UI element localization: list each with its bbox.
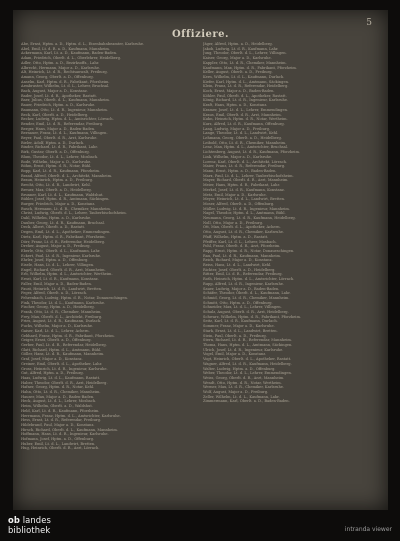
register-entry: Jung, Theodor, Oberlt. d. L., Lehrer, Villingen. [203,51,287,56]
register-entry: Abel, Emil, Lt. d. R. a. D., Kaufmann, Mannheim. [21,46,110,51]
register-entry: Dietz, Karl, Hptm. d. R., Fabrikant, Pforzheim. [21,234,106,239]
register-entry: Schneider, Max, Lt. d. L., Lehrer, Villingen. [203,305,282,310]
register-entry: Beyer, Paul, Oberlt. d. R., Arzt, Karlsruhe. [21,136,98,141]
register-entry: Kaiser, Georg, Major a. D., Karlsruhe. [203,56,272,61]
register-entry: Stern, Richard, Lt. d. R., Referendar, Mannheim. [203,338,292,343]
library-logo[interactable] [8,516,88,538]
register-entry: Brand, Alfred, Oberlt. d. L., Architekt, Mannheim. [21,173,113,178]
register-entry: Herrmann, Franz, Hptm. d. L., Amtsrichter, Karlsruhe. [21,413,121,418]
register-entry: Otto, August, Lt. d. R., Chemiker, Karlsruhe. [203,230,285,235]
register-entry: Schmid, Georg, Lt. d. R., Chemiker, Mannheim. [203,295,290,300]
register-entry: Adam, Friedrich, Oberlt. d. L., Oberlehrer, Heidelberg. [21,56,122,61]
register-entry: Wendt, Otto, Hptm. d. R., Notar, Wertheim. [203,380,282,385]
register-entry: Mann, Ernst, Hptm. a. D., Baden-Baden. [203,168,277,173]
register-entry: Held, Karl, Lt. d. R., Kaufmann, Pforzheim. [21,408,100,413]
section-heading: Offiziere. [171,29,230,40]
logo-word-1: landes [22,515,51,525]
register-entry: Degen, Emil, Lt. d. L., Apotheker, Emmendingen. [21,230,111,235]
register-entry: Geiger, Ernst, Oberlt. a. D., Offenburg. [21,338,92,343]
register-entry: Abe, Ernst, Hptm. a. D., Hptm. d. L., Eisenbahnbeamter, Karlsruhe. [21,42,145,46]
register-entry: Fuchs, Wilhelm, Major a. D., Karlsruhe. [21,324,94,329]
register-entry: Birk, Gustav, Oberlt. a. D., Offenburg. [21,150,90,155]
register-entry: Metz, Emil, Major a. D., Karlsruhe. [203,192,267,197]
register-entry: Weber, Theodor, Lt. d. L., Lehrer, Emmendingen. [203,371,292,376]
register-entry: Greiner, Emil, Oberlt. d. L., Apotheker, Lahr. [21,361,103,366]
register-entry: Dreher, August, Major a. D., Freiburg. [21,244,91,249]
register-entry: Heim, Wilhelm, Oberlt. a. D., Waldshut. [21,404,93,409]
register-entry: Bach, August, Major a. D., Konstanz. [21,89,88,94]
register-entry: Schäfer, Theodor, Oberlt. d. L., Kaufmann, Lahr. [203,291,291,296]
register-entry: Kraft, Hans, Hptm. a. D., Konstanz. [203,103,268,108]
register-entry: Busch, Hermann, Lt. d. R., Chemiker, Mannheim. [21,206,111,211]
register-entry: Eckert, Paul, Lt. d. R., Ingenieur, Karlsruhe. [21,253,102,258]
register-entry: Armbruster, Wilhelm, Lt. d. L., Lehrer, Bruchsal. [21,84,110,89]
register-entry: Alt, Heinrich, Lt. d. R., Rechtsanwalt, Freiburg. [21,70,108,75]
register-entry: Braun, Heinrich, Hptm. a. D., Freiburg. [21,178,94,183]
register-entry: Pfaff, Wilhelm, Hptm. a. D., Rastatt. [203,234,269,239]
register-entry: Kern, Wilhelm, Lt. d. L., Kaufmann, Durlach. [203,74,285,79]
register-entry: Christ, Ludwig, Oberlt. d. L., Lehrer, Tauberbischofsheim. [21,211,127,216]
register-entry: Link, Wilhelm, Major a. D., Karlsruhe. [203,154,273,159]
register-entry: Dörr, Franz, Lt. d. R., Referendar, Heidelberg. [21,239,106,244]
register-entry: Breuer, Max, Oberlt. a. D., Heidelberg. [21,187,92,192]
register-entry: Noll, Otto, Major a. D., Freiburg. [203,220,264,225]
register-entry: Burger, Friedrich, Major a. D., Konstanz. [21,201,96,206]
register-entry: Keller, August, Oberlt. a. D., Freiburg. [203,70,273,75]
register-entry: Zimmermann, Karl, Oberlt. a. D., Baden-Baden. [203,399,290,404]
register-entry: Heck, August, Lt. d. L., Lehrer, Mosbach. [21,399,97,404]
register-entry: Lange, Theodor, Lt. d. L., Landwirt, Kehl. [203,131,279,136]
register-entry: Merkel, Josef, Lt. d. R., Kaufmann, Konstanz. [203,187,285,192]
register-entry: Lehmann, Georg, Oberlt. a. D., Heidelberg. [203,136,282,141]
register-entry: Mayer, Richard, Oberlt. d. R., Arzt, Mannheim. [203,178,289,183]
register-entry: Meyer, Heinrich, Lt. d. L., Landwirt, Bretten. [203,197,286,202]
register-entry: Beck, Karl, Oberlt. a. D., Heidelberg. [21,112,89,117]
register-entry: Ackermann, Karl, Lt. a. D., Kaufmann, Baden-Baden. [21,51,118,56]
logo-word-2: bibliothek [8,524,51,535]
register-entry: Hafner, Georg, Hptm. d. R., Notar, Kehl. [21,385,95,390]
register-entry: Sommer, Franz, Major a. D., Karlsruhe. [203,324,275,329]
register-entry: Vogt, Heinrich, Oberlt. d. L., Apotheker, Rastatt. [203,357,292,362]
register-entry: Deck, Albert, Oberlt. a. D., Rastatt. [21,225,86,230]
register-entry: Kaufmann, Max, Hptm. d. R., Fabrikant, Pforzheim. [203,65,297,70]
register-entry: Gaiser, Karl, Lt. d. L., Lehrer, Achern. [21,328,90,333]
register-entry: Bender, Emil, Lt. d. R., Referendar, Freiburg. [21,121,104,126]
register-entry: Wagner, Alfred, Lt. d. R., Kaufmann, Heidelberg. [203,361,292,366]
register-entry: Fries, August, Lt. d. R., Kaufmann, Durlach. [21,319,102,324]
register-entry: Bühler, Josef, Hptm. d. R., Amtmann, Säckingen. [21,197,110,202]
register-entry: Ulrich, Josef, Lt. d. R., Ingenieur, Karlsruhe. [203,347,284,352]
register-entry: Koch, Ernst, Major a. D., Baden-Baden. [203,89,275,94]
register-entry: Schmitt, Otto, Hptm. a. D., Offenburg. [203,300,273,305]
register-entry: Göller, Hans, Lt. d. R., Kaufmann, Mannheim. [21,352,105,357]
register-entry: Brecht, Otto, Lt. d. R., Landwirt, Kehl. [21,183,91,188]
register-entry: Werner, Max, Lt. d. R., Chemiker, Karlsruhe. [203,385,285,390]
register-entry: Ehrler, Josef, Hptm. a. D., Offenburg. [21,258,89,263]
register-entry: Eisele, Hans, Lt. d. L., Lehrer, Villingen. [21,263,95,268]
register-entry: Nagel, Theodor, Hptm. d. L., Amtmann, Bühl. [203,211,286,216]
register-entry: Stein, Paul, Oberlt. a. D., Freiburg. [203,333,267,338]
register-entry: Lichtenberg, August, Lt. d. R., Kaufmann, Pforzheim. [203,150,301,155]
register-entry: Frey, Max, Oberlt. d. L., Architekt, Freiburg. [21,314,103,319]
register-entry: Thoma, Hans, Hptm. d. L., Amtmann, Säckingen. [203,343,293,347]
register-entry: Ritter, Emil, Lt. d. R., Referendar, Freiburg. [203,272,283,277]
register-entry: Wolf, August, Major a. D., Freiburg. [203,390,269,395]
register-entry: Bader, Josef, Lt. d. R., Apotheker, Rastatt. [21,93,97,98]
register-entry: König, Richard, Lt. d. R., Ingenieur, Karlsruhe. [203,98,289,103]
register-entry: Rapp, Ernst, Hptm. d. R., Notar, Donaueschingen. [203,248,295,253]
register-entry: Fehrenbach, Ludwig, Hptm. d. R., Notar, Donaueschingen. [21,295,129,300]
register-entry: Bode, Wilhelm, Major a. D., Karlsruhe. [21,159,92,164]
register-entry: Kramer, Josef, Lt. d. L., Lehrer, Emmendingen. [203,107,289,112]
register-entry: Engel, Richard, Oberlt. d. R., Arzt, Mannheim. [21,267,106,272]
register-entry: Jäger, Alfred, Hptm. a. D., Heidelberg. [203,42,273,46]
register-entry: Hoffmann, Hans, Lt. d. R., Ingenieur, Karlsruhe. [21,432,109,437]
register-entry: Graf, Josef, Major a. D., Konstanz. [21,357,83,362]
register-entry: Stark, Ernst, Lt. d. L., Landwirt, Bretten. [203,328,278,333]
register-entry: Dahl, Wilhelm, Hptm. a. D., Karlsruhe. [21,216,92,221]
register-entry: Eberle, Otto, Oberlt. d. L., Kaufmann, Lahr. [21,248,101,253]
register-entry: Gerber, Paul, Lt. d. R., Referendar, Heidelberg. [21,343,107,347]
register-entry: Adler, Otto, Hptm. a. D., Bezirksoffz., Lahr. [21,60,100,65]
register-entry: Fischer, Georg, Hptm. a. D., Heidelberg. [21,305,95,310]
register-entry: Köhler, Paul, Oberlt. d. L., Apotheker, Rastatt. [203,93,287,98]
register-entry: Roth, Heinrich, Hptm. d. L., Amtsrichter, Lörrach. [203,277,295,282]
register-entry: Neumann, Georg, Lt. d. R., Kaufmann, Heidelberg. [203,216,296,221]
register-entry: Rau, Paul, Lt. d. R., Kaufmann, Mannheim. [203,253,282,258]
register-entry: Baumann, Otto, Lt. d. R., Ingenieur, Mannheim. [21,107,108,112]
register-entry: Haber, Theodor, Oberlt. d. R., Arzt, Heidelberg. [21,380,108,385]
register-entry: Moser, Alfred, Oberlt. a. D., Offenburg. [203,201,275,206]
register-entry: Haas, Ludwig, Lt. d. L., Kaufmann, Rastatt. [21,375,101,380]
register-entry: Gut, Alfred, Hptm. a. D., Freiburg. [21,371,84,376]
register-entry: Berger, Hans, Major a. D., Baden-Baden. [21,126,96,131]
register-entry: Pohl, Franz, Oberlt. d. R., Arzt, Pforzheim. [203,244,281,249]
register-entry: Böhm, Ernst, Hptm. d. R., Notar, Bühl. [21,164,92,169]
register-entry: Ernst, Karl, Lt. d. R., Kaufmann, Konstanz. [21,277,99,282]
scanned-page[interactable] [13,10,388,510]
right-text-column [203,42,373,504]
register-entry: Frank, Otto, Lt. d. R., Chemiker, Mannheim. [21,310,102,315]
register-entry: Bernauer, Franz, Lt. d. L., Kaufmann, Villingen. [21,131,108,136]
register-entry: Lang, Ludwig, Major a. D., Freiburg. [203,126,271,131]
register-entry: Hahn, Otto, Lt. d. R., Chemiker, Mannheim. [21,390,101,395]
register-entry: Reich, Richard, Major a. D., Konstanz. [203,258,273,263]
register-entry: Brunner, Karl, Lt. d. L., Kaufmann, Waldshut. [21,192,104,197]
register-entry: Faller, Emil, Major a. D., Baden-Baden. [21,281,93,286]
register-entry: Blum, Theodor, Lt. d. L., Lehrer, Mosbach. [21,154,99,159]
register-entry: Schwarz, Wilhelm, Hptm. d. R., Fabrikant, Pforzheim. [203,314,301,319]
register-entry: Ott, Max, Oberlt. d. L., Apotheker, Achern. [203,225,281,230]
register-entry: Leibold, Otto, Lt. d. R., Chemiker, Mannheim. [203,140,287,145]
logo-prefix: ob [8,515,20,525]
register-entry: Lenz, Max, Hptm. d. L., Amtsrichter, Bruchsal. [203,145,289,150]
register-entry: Bopp, Karl, Lt. d. R., Kaufmann, Pforzheim. [21,168,101,173]
register-entry: Hildebrand, Paul, Major a. D., Konstanz. [21,422,95,427]
register-entry: Binder, Richard, Lt. d. R., Fabrikant, Lahr. [21,145,98,150]
register-entry: Kuhn, Heinrich, Hptm. d. R., Notar, Wertheim. [203,117,288,122]
register-entry: Rupp, Alfred, Lt. d. R., Ingenieur, Karlsruhe. [203,281,285,286]
register-entry: Vogel, Emil, Major a. D., Konstanz. [203,352,267,357]
register-entry: Becker, Ludwig, Hptm. d. L., Amtsrichter, Lörrach. [21,117,114,122]
register-entry: Gross, Heinrich, Lt. d. R., Ingenieur, Karlsruhe. [21,366,108,371]
left-text-column [21,42,191,504]
register-entry: Klein, Franz, Lt. d. R., Referendar, Heidelberg. [203,84,289,89]
register-entry: Müller, Ludwig, Lt. d. R., Ingenieur, Mannheim. [203,206,290,211]
register-entry: Dauber, Georg, Lt. d. R., Kaufmann, Bruchsal. [21,220,105,225]
register-entry: Kurz, Alfred, Lt. d. R., Kaufmann, Offenburg. [203,121,285,126]
register-entry: Seitz, Karl, Lt. d. R., Kaufmann, Durlach. [203,319,278,324]
register-entry: Sauer, Ludwig, Major a. D., Baden-Baden. [203,286,280,291]
register-entry: Kappler, Otto, Lt. d. R., Chemiker, Mannheim. [203,60,287,65]
register-entry: Kraus, Emil, Oberlt. d. R., Arzt, Mannheim. [203,112,282,117]
register-entry: Erb, Wilhelm, Hptm. d. L., Amtsrichter, Wertheim. [21,272,113,277]
register-entry: Baer, Julius, Oberlt. d. L., Kaufmann, Mannheim. [21,98,110,103]
register-entry: Weiss, Georg, Oberlt. d. R., Arzt, Mannheim. [203,375,285,380]
register-entry: Huber, Emil, Lt. d. L., Landwirt, Bretten. [21,441,96,446]
register-entry: Albrecht, Hermann, Major a. D., Karlsruhe. [21,65,101,70]
register-entry: Marx, Paul, Lt. d. L., Lehrer, Tauberbischofsheim. [203,173,294,178]
register-entry: Walter, Ludwig, Hptm. a. D., Offenburg. [203,366,276,371]
register-entry: Amann, Georg, Oberlt. a. D., Offenburg. [21,74,94,79]
register-entry: Meier, Hans, Hptm. d. R., Fabrikant, Lahr. [203,183,280,188]
register-entry: Richter, Josef, Oberlt. a. D., Heidelberg. [203,267,276,272]
register-entry: Feger, Alfred, Oberlt. a. D., Lörrach. [21,291,88,296]
register-entry: Pfeiffer, Karl, Lt. d. L., Lehrer, Mosbach. [203,239,277,244]
register-entry: Gebhard, Franz, Hptm. d. R., Fabrikant, Pforzheim. [21,333,115,338]
register-entry: Anselm, Karl, Hptm. d. R., Fabrikant, Pforzheim. [21,79,110,84]
register-entry: Schulz, August, Oberlt. d. R., Arzt, Heidelberg. [203,310,289,315]
register-entry: Hess, Ernst, Lt. d. R., Referendar, Freiburg. [21,418,102,423]
register-entry: Bieler, Adolf, Hptm. a. D., Durlach. [21,140,85,145]
register-entry: Hauser, Max, Major a. D., Baden-Baden. [21,394,95,399]
register-entry: Hofmann, Josef, Hptm. a. D., Offenburg. [21,437,95,442]
register-entry: Zeller, Wilhelm, Lt. d. L., Kaufmann, Lahr. [203,394,280,399]
register-entry: Kiefer, Karl, Hptm. d. L., Amtmann, Säckingen. [203,79,290,84]
register-entry: Lorenz, Karl, Oberlt. d. L., Architekt, Lörrach. [203,159,288,164]
register-entry: Hug, Heinrich, Oberlt. d. R., Arzt, Lörrach. [21,446,100,451]
register-entry: Fink, Theodor, Lt. d. L., Kaufmann, Karlsruhe. [21,300,106,305]
register-entry: Maier, Franz, Lt. d. R., Referendar, Freiburg. [203,164,286,169]
register-entry: Faust, Heinrich, Lt. d. R., Landwirt, Bretten. [21,286,103,291]
register-entry: Bauer, Friedrich, Hptm. a. D., Karlsruhe. [21,103,96,108]
register-entry: Jakob, Ludwig, Lt. d. R., Kaufmann, Lahr. [203,46,279,51]
viewer-brand: intranda viewer [344,526,392,533]
page-number: 5 [366,18,372,28]
register-entry: Hirsch, Richard, Oberlt. d. L., Kaufmann, Mannheim. [21,427,118,432]
register-entry: Glatt, Richard, Hptm. d. L., Amtmann, Bühl. [21,347,102,352]
register-entry: Reiss, Hans, Lt. d. L., Landwirt, Kehl. [203,263,272,268]
